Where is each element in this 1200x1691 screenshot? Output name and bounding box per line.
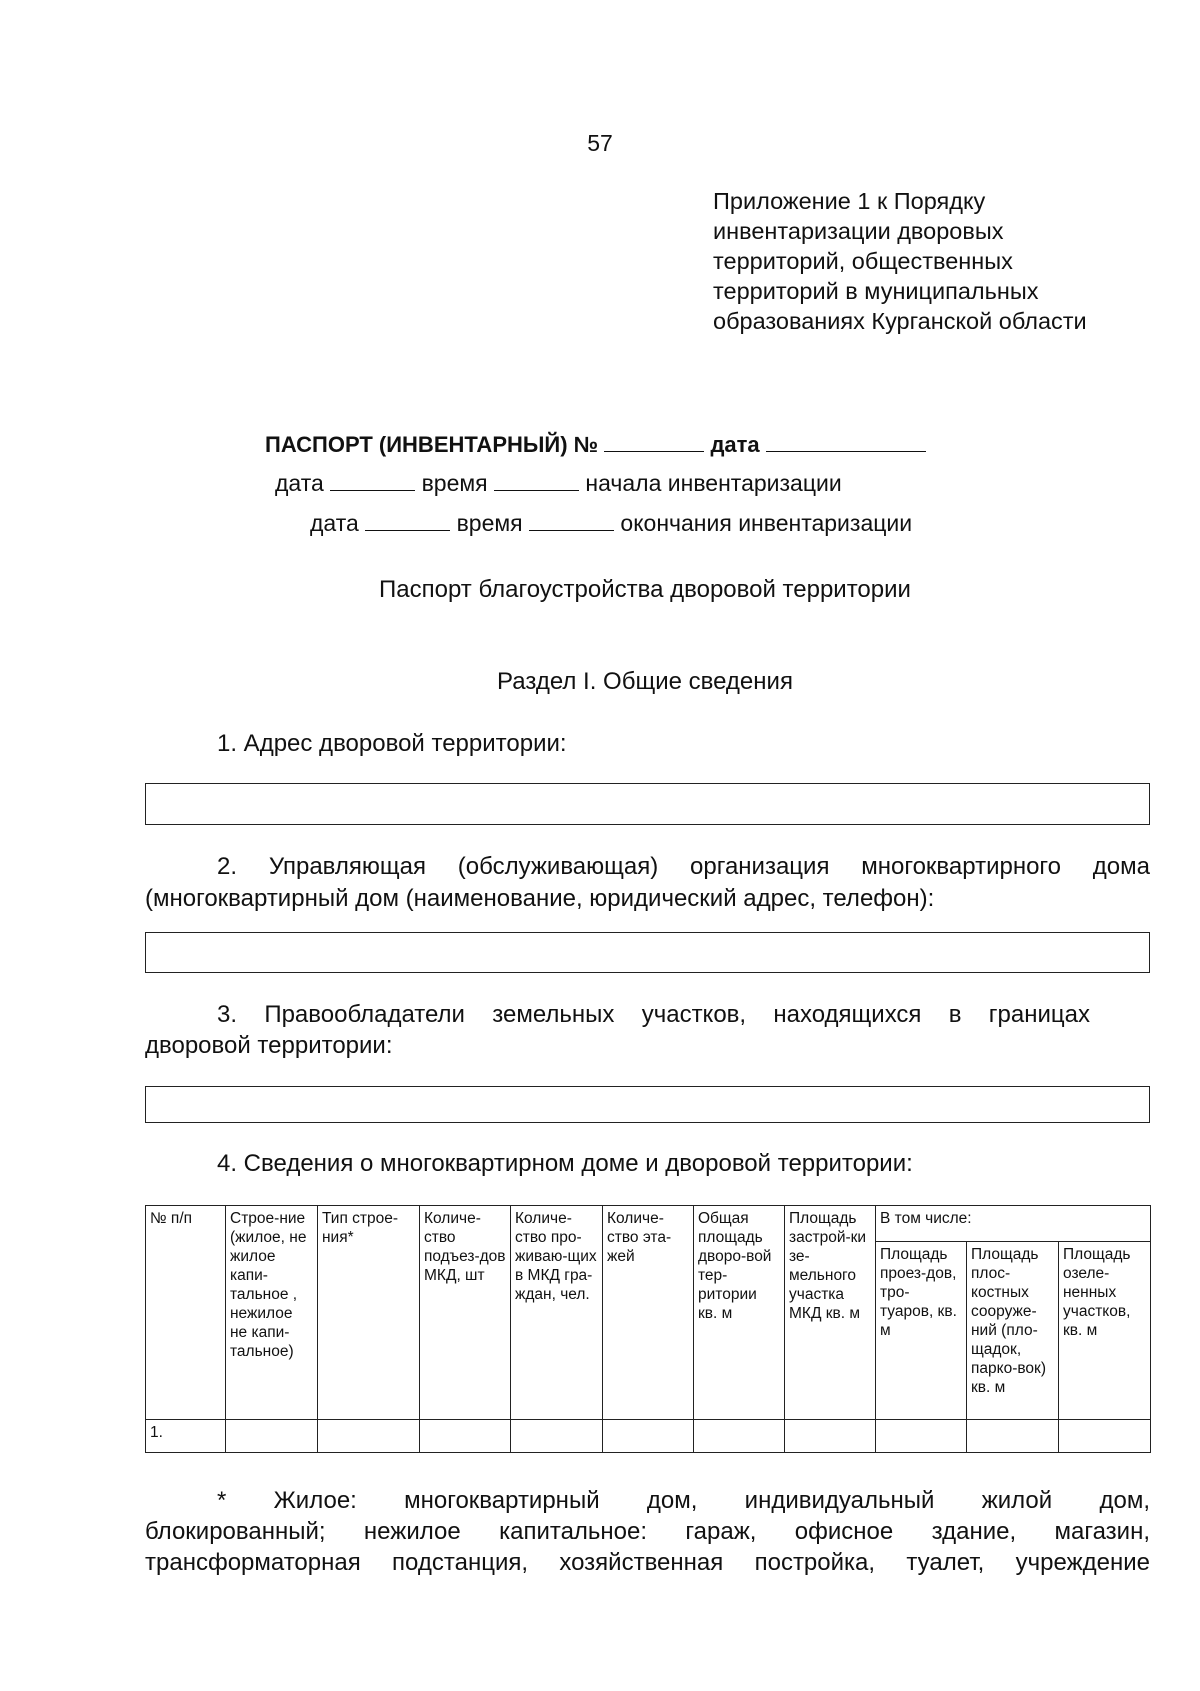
start-time-label: время [421,470,488,496]
table-cell[interactable] [603,1420,694,1453]
address-field[interactable] [145,783,1150,825]
section-title: Раздел I. Общие сведения [497,668,793,695]
header-cell-group: В том числе: [876,1206,1151,1242]
header-cell-built-area: Площадь застрой-ки зе-мельного участка МКД кв. м [785,1206,876,1420]
table-cell[interactable] [420,1420,511,1453]
header-cell-roads-area: Площадь проез-дов, тро-туаров, кв. м [876,1242,967,1420]
header-cell-building: Строе-ние (жилое, не жилое капи-тальное , нежилое не капи-тальное) [226,1206,318,1420]
start-date-blank[interactable] [330,472,415,491]
appendix-note [713,186,1087,336]
footnote-line3: трансформаторная подстанция, хозяйственная постройка, туалет, учреждение [145,1549,1150,1576]
appendix-line: Приложение 1 к Порядку [713,188,986,214]
passport-number-blank[interactable] [604,433,704,452]
footnote-line2: блокированный; нежилое капитальное: гараж, офисное здание, магазин, [145,1518,1150,1545]
table-cell[interactable] [226,1420,318,1453]
table-cell[interactable] [318,1420,420,1453]
owners-field[interactable] [145,1086,1150,1123]
start-time-blank[interactable] [494,472,579,491]
info-table [145,1205,1151,1453]
footnote-line1: * Жилое: многоквартирный дом, индивидуальный жилой дом, [217,1487,1150,1514]
end-date-blank[interactable] [365,512,450,531]
owners-label-line1: 3. Правообладатели земельных участков, находящихся в границах [217,1001,1090,1028]
info-heading: 4. Сведения о многоквартирном доме и дворовой территории: [217,1150,913,1177]
table-cell[interactable] [511,1420,603,1453]
end-caption: окончания инвентаризации [620,510,913,536]
address-label: 1. Адрес дворовой территории: [217,730,567,757]
passport-date-blank[interactable] [766,433,926,452]
table-row [146,1420,1151,1453]
management-field[interactable] [145,932,1150,973]
start-date-label: дата [275,470,324,496]
passport-title: ПАСПОРТ (ИНВЕНТАРНЫЙ) № [265,432,599,457]
end-line [310,510,912,537]
table-cell[interactable] [967,1420,1059,1453]
header-cell-floors: Количе-ство эта-жей [603,1206,694,1420]
appendix-line: инвентаризации дворовых [713,218,1004,244]
passport-date-label: дата [710,432,760,457]
header-cell-flat-structures-area: Площадь плос-костных сооруже-ний (пло-щадок, парко-вок) кв. м [967,1242,1059,1420]
table-cell[interactable] [876,1420,967,1453]
start-caption: начала инвентаризации [585,470,842,496]
appendix-line: образованиях Курганской области [713,308,1087,334]
end-time-label: время [456,510,523,536]
end-time-blank[interactable] [529,512,614,531]
appendix-line: территорий в муниципальных [713,278,1039,304]
passport-title-line [265,432,926,458]
header-cell-building-type: Тип строе-ния* [318,1206,420,1420]
management-label-line1: 2. Управляющая (обслуживающая) организация многоквартирного дома [217,853,1150,880]
header-cell-residents: Количе-ство про-живаю-щих в МКД гра-ждан, чел. [511,1206,603,1420]
header-cell-total-area: Общая площадь дворо-вой тер-ритории кв. м [694,1206,785,1420]
row-number-cell: 1. [146,1420,226,1453]
page-number: 57 [587,130,613,156]
header-cell-greenery-area: Площадь озеле-ненных участков, кв. м [1059,1242,1151,1420]
header-cell-number: № п/п [146,1206,226,1420]
document-title: Паспорт благоустройства дворовой территории [379,576,911,603]
owners-label-line2: дворовой территории: [145,1032,393,1059]
table-cell[interactable] [1059,1420,1151,1453]
appendix-line: территорий, общественных [713,248,1013,274]
header-cell-entrances: Количе-ство подъез-дов МКД, шт [420,1206,511,1420]
end-date-label: дата [310,510,359,536]
management-label-line2: (многоквартирный дом (наименование, юридический адрес, телефон): [145,885,935,912]
table-cell[interactable] [694,1420,785,1453]
table-cell[interactable] [785,1420,876,1453]
start-line [275,470,842,497]
